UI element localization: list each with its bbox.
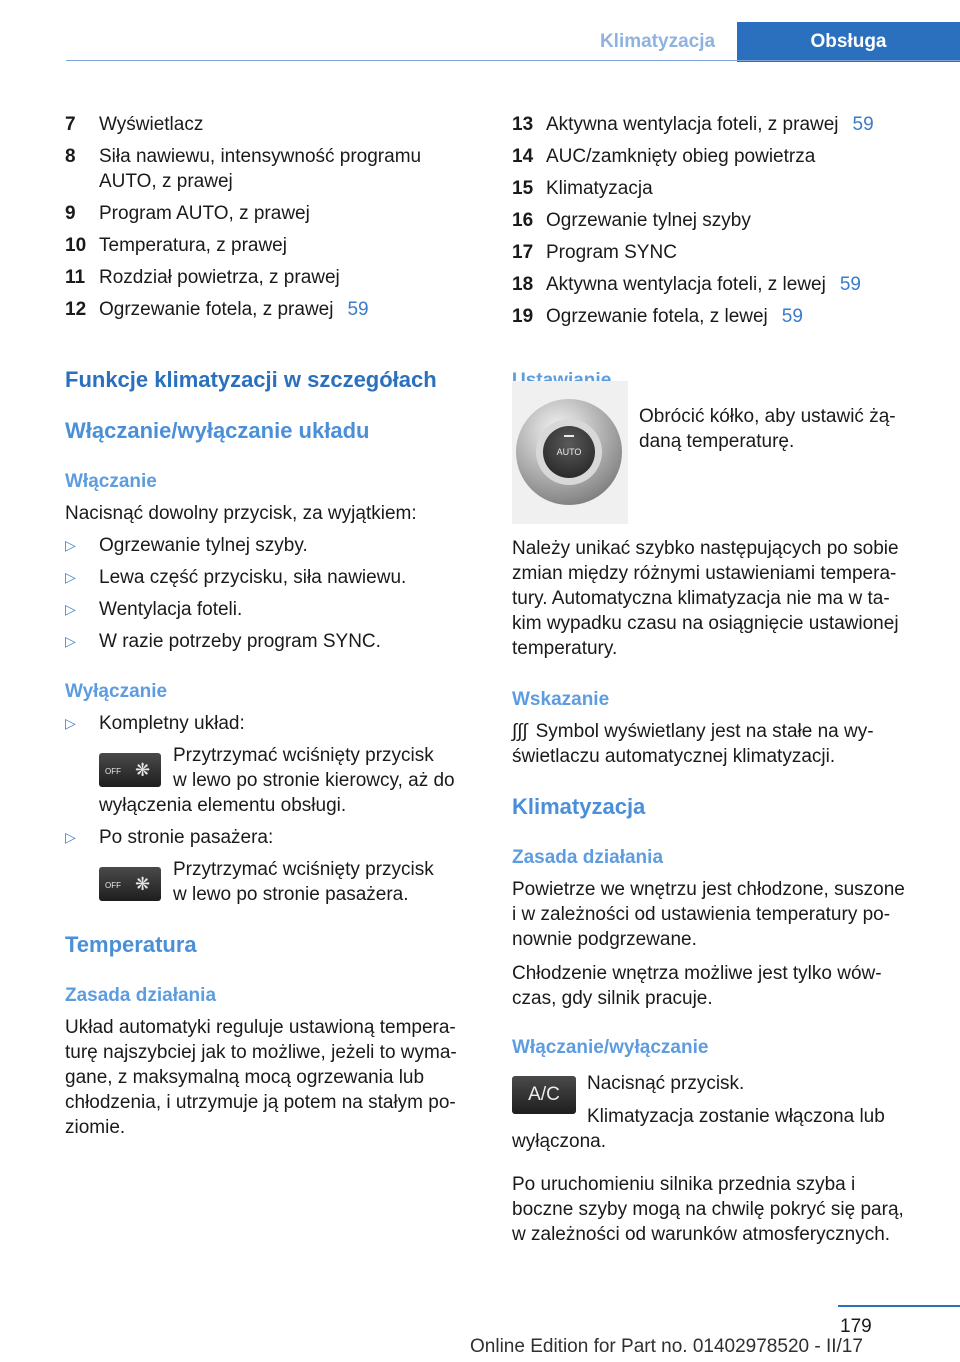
list-item-text (546, 272, 932, 297)
list-item-text (99, 112, 475, 137)
list-item-label: Siła nawiewu, intensywność programu AUTO, z prawej (99, 146, 422, 192)
paragraph-line: boczne szyby mogą na chwilę pokryć się parą, (512, 1199, 904, 1220)
list-item (512, 272, 932, 297)
setting-paragraph (512, 536, 932, 661)
fan-icon: ❋ (135, 874, 151, 894)
paragraph-line: w zależności od warunków atmosferycznych. (512, 1224, 891, 1245)
right-numbered-list (512, 112, 932, 336)
list-item-number: 18 (512, 274, 534, 295)
bullet-item (65, 533, 475, 558)
list-item-label: Ogrzewanie tylnej szyby (546, 210, 751, 231)
list-item-number: 7 (65, 114, 76, 135)
triangle-bullet-icon: ▷ (65, 601, 76, 617)
bullet-text: Wentylacja foteli. (99, 599, 243, 620)
paragraph-line: Po uruchomieniu silnika przednia szyba i (512, 1174, 856, 1195)
ac-label: A/C (528, 1084, 560, 1105)
list-item (65, 201, 475, 226)
list-item-number: 12 (65, 299, 87, 320)
page-reference-link[interactable]: 59 (852, 114, 874, 135)
off-item1-text-b: w lewo po stronie kierowcy, aż do (173, 770, 455, 791)
paragraph-line: Chłodzenie wnętrza możliwe jest tylko wów‐ (512, 963, 882, 984)
list-item-label: Aktywna wentylacja foteli, z lewej (546, 274, 826, 295)
paragraph-line: Należy unikać szybko następujących po sobie (512, 538, 899, 559)
temperature-knob-image (512, 381, 628, 524)
onoff-heading: Włączanie/wyłączanie układu (65, 418, 370, 443)
bullet-item (65, 565, 475, 590)
ac-button-image (512, 1076, 576, 1114)
bullet-item (65, 597, 475, 622)
temperature-heading: Temperatura (65, 932, 197, 957)
hint-line-1 (512, 719, 932, 744)
list-item-label: Klimatyzacja (546, 178, 653, 199)
list-item-label: AUC/zamknięty obieg powietrza (546, 146, 816, 167)
ac-principle-paragraph (512, 877, 932, 952)
list-item-number: 8 (65, 146, 76, 167)
bullet-text: W razie potrzeby program SYNC. (99, 631, 381, 652)
off-item1-text-c: wyłączenia elementu obsługi. (99, 795, 347, 816)
paragraph-line: czas, gdy silnik pracuje. (512, 988, 713, 1009)
list-item-number: 10 (65, 235, 87, 256)
list-item-label: Temperatura, z prawej (99, 235, 287, 256)
bullet-item (65, 629, 475, 654)
temperature-principle-heading: Zasada działania (65, 985, 217, 1006)
paragraph-line: zmian między różnymi ustawieniami tempera‐ (512, 563, 897, 584)
ac-press-text: Nacisnąć przycisk. (587, 1073, 745, 1094)
list-item-number: 15 (512, 178, 534, 199)
ac-after-paragraph (512, 1172, 932, 1247)
ac-onoff-heading: Włączanie/wyłączanie (512, 1037, 709, 1058)
paragraph-line: ziomie. (65, 1117, 126, 1138)
knob-auto-label: AUTO (556, 447, 582, 457)
header-chapter-tab[interactable]: Obsługa (737, 22, 960, 62)
bullet-text: Lewa część przycisku, siła nawiewu. (99, 567, 407, 588)
list-item (512, 176, 932, 201)
list-item (512, 240, 932, 265)
paragraph-line: kim wypadku czasu na osiągnięcie ustawionej (512, 613, 899, 634)
list-item-number: 16 (512, 210, 534, 231)
list-item (65, 297, 475, 322)
off-bullet-1 (65, 711, 475, 736)
list-item-number: 17 (512, 242, 534, 263)
list-item (512, 208, 932, 233)
list-item-number: 14 (512, 146, 534, 167)
list-item-text (546, 208, 932, 233)
list-item-label: Wyświetlacz (99, 114, 204, 135)
off-label: OFF (105, 881, 121, 890)
page-reference-link[interactable]: 59 (781, 306, 803, 327)
list-item-text (546, 112, 932, 137)
setting-text-2: daną temperaturę. (639, 431, 795, 452)
list-item-label: Program AUTO, z prawej (99, 203, 310, 224)
list-item (65, 233, 475, 258)
list-item-number: 13 (512, 114, 534, 135)
off-fan-button-image (99, 867, 161, 901)
list-item-text (546, 240, 932, 265)
ac-heading: Klimatyzacja (512, 794, 646, 819)
footer-rule (838, 1305, 960, 1307)
off-label: OFF (105, 767, 121, 776)
paragraph-line: turę najszybciej jak to możliwe, jeżeli to wyma‐ (65, 1042, 457, 1063)
off-item2-label: Po stronie pasażera: (99, 827, 274, 848)
triangle-bullet-icon: ▷ (65, 715, 76, 731)
ac-principle-heading: Zasada działania (512, 847, 664, 868)
list-item-text (546, 304, 932, 329)
off-item2-text-a: Przytrzymać wciśnięty przycisk (173, 859, 434, 880)
header-section-tab[interactable]: Klimatyzacja (599, 31, 716, 52)
page-number: 179 (840, 1316, 872, 1337)
list-item-label: Aktywna wentylacja foteli, z prawej (546, 114, 839, 135)
on-heading: Włączanie (65, 471, 157, 492)
paragraph-line: tury. Automatyczna klimatyzacja nie ma w ta‐ (512, 588, 890, 609)
page-reference-link[interactable]: 59 (347, 299, 369, 320)
list-item-number: 9 (65, 203, 76, 224)
list-item (512, 304, 932, 329)
off-heading: Wyłączanie (65, 681, 168, 702)
hint-line-2: świetlaczu automatycznej klimatyzacji. (512, 746, 836, 767)
list-item-text (546, 176, 932, 201)
list-item-label: Ogrzewanie fotela, z lewej (546, 306, 768, 327)
list-item-label: Rozdział powietrza, z prawej (99, 267, 340, 288)
header-rule (66, 60, 960, 61)
ac-result-line-2: wyłączona. (512, 1131, 606, 1152)
off-fan-button-image (99, 753, 161, 787)
off-item2-text-b: w lewo po stronie pasażera. (173, 884, 409, 905)
paragraph-line: nownie podgrzewane. (512, 929, 697, 950)
functions-heading: Funkcje klimatyzacji w szczegółach (65, 367, 437, 392)
ac-result-line-1: Klimatyzacja zostanie włączona lub (587, 1106, 885, 1127)
list-item-text (99, 201, 475, 226)
list-item-number: 11 (65, 267, 86, 288)
on-intro: Nacisnąć dowolny przycisk, za wyjątkiem: (65, 503, 417, 524)
bullet-text: Ogrzewanie tylnej szyby. (99, 535, 308, 556)
paragraph-line: Powietrze we wnętrzu jest chłodzone, suszone (512, 879, 905, 900)
list-item (65, 265, 475, 290)
fan-icon: ❋ (135, 760, 151, 780)
paragraph-line: chłodzenia, i utrzymuje ją potem na stałym po‐ (65, 1092, 456, 1113)
page-reference-link[interactable]: 59 (839, 274, 861, 295)
setting-text-1: Obrócić kółko, aby ustawić żą‐ (639, 406, 896, 427)
triangle-bullet-icon: ▷ (65, 569, 76, 585)
temperature-principle-paragraph (65, 1015, 485, 1140)
hint-text-1: Symbol wyświetlany jest na stałe na wy‐ (535, 721, 874, 742)
heat-waves-icon: ∫∫∫ (512, 721, 528, 742)
list-item (512, 144, 932, 169)
triangle-bullet-icon: ▷ (65, 537, 76, 553)
list-item-label: Program SYNC (546, 242, 677, 263)
list-item-text (99, 297, 475, 322)
triangle-bullet-icon: ▷ (65, 829, 76, 845)
off-item1-label: Kompletny układ: (99, 713, 245, 734)
minus-icon (564, 435, 574, 437)
hint-heading: Wskazanie (512, 689, 610, 710)
list-item-text (546, 144, 932, 169)
paragraph-line: i w zależności od ustawienia temperatury po‐ (512, 904, 891, 925)
list-item-text (99, 233, 475, 258)
paragraph-line: gane, z maksymalną mocą ogrzewania lub (65, 1067, 425, 1088)
left-numbered-list (65, 112, 475, 329)
list-item (65, 144, 475, 194)
page-header (0, 0, 960, 62)
paragraph-line: temperatury. (512, 638, 618, 659)
list-item-text (99, 265, 475, 290)
on-bullet-list (65, 533, 475, 661)
list-item-number: 19 (512, 306, 534, 327)
edition-note: Online Edition for Part no. 01402978520 - II/17 (470, 1336, 863, 1357)
list-item (65, 112, 475, 137)
page-footer (0, 1300, 960, 1362)
triangle-bullet-icon: ▷ (65, 633, 76, 649)
paragraph-line: Układ automatyki reguluje ustawioną tempera‐ (65, 1017, 456, 1038)
list-item-label: Ogrzewanie fotela, z prawej (99, 299, 334, 320)
list-item (512, 112, 932, 137)
off-bullet-2 (65, 825, 475, 850)
ac-cooling-paragraph (512, 961, 932, 1011)
off-item1-text-a: Przytrzymać wciśnięty przycisk (173, 745, 434, 766)
list-item-text (99, 144, 475, 194)
